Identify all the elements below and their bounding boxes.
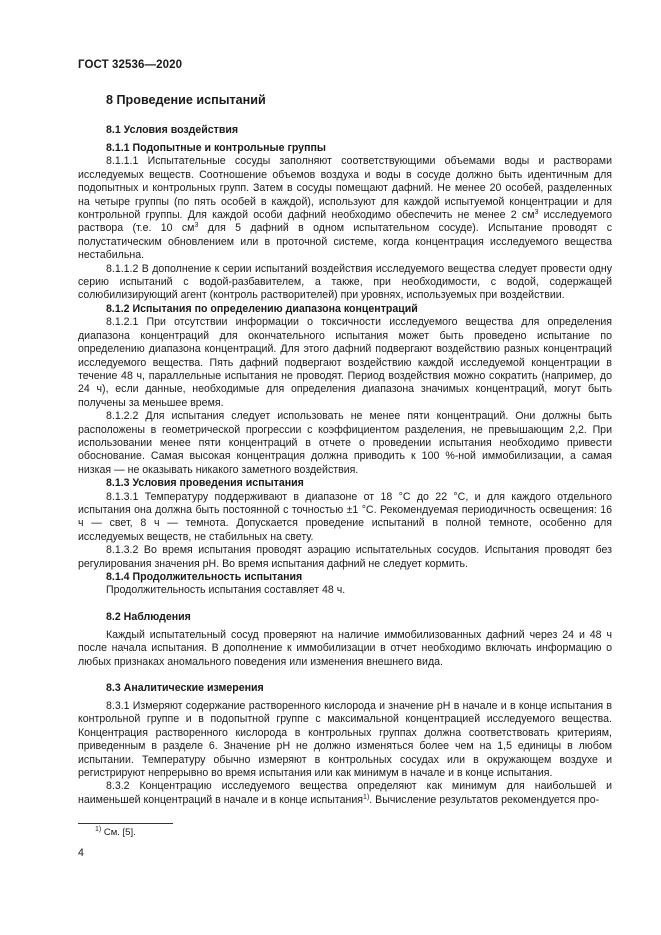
document-body (78, 92, 612, 807)
paragraph-8-1-2-2: 8.1.2.2 Для испытания следует использовать не менее пяти концентраций. Они должны быть расположены в геометрической прогрессии с коэффициентом разделения, не превышающим 2,2. При использовании менее пяти концентраций в отчете о проведении испытания необходимо привести обоснование. Самая высокая концентрация должна приводить к 100 %-ной иммобилизации, а самая низкая — не оказывать никакого заметного воздействия. (78, 410, 612, 476)
paragraph-8-1-3-2: 8.1.3.2 Во время испытания проводят аэрацию испытательных сосудов. Испытания проводят без регулирования значения pH. Во время испытания дафний не следует кормить. (78, 544, 612, 570)
paragraph-8-1-2-1: 8.1.2.1 При отсутствии информации о токсичности исследуемого вещества для определения диапазона концентраций для окончательного испытания может быть проведено испытание по определению диапазона концентраций. Для этого дафний подвергают воздействию разных концентраций исследуемого вещества. Пять дафний подвергают воздействию каждой исследуемой концентрации в течение 48 ч, параллельные испытания не проводят. Период воздействия можно сократить (например, до 24 ч), если данные, необходимые для определения диапазона значимых концентраций, могут быть получены за меньшее время. (78, 316, 612, 409)
footnote-separator (78, 823, 173, 824)
clause-title-8-1-4: 8.1.4 Продолжительность испытания (106, 571, 303, 583)
subsection-title-8-3: 8.3 Аналитические измерения (106, 682, 264, 695)
paragraph-8-1-1-2: 8.1.1.2 В дополнение к серии испытаний воздействия исследуемого вещества следует провести одну серию испытаний с водой-разбавителем, а также, при необходимости, с водой, содержащей солюбилизирующий агент (контроль растворителей) при уровнях, используемых при воздействии. (78, 262, 612, 302)
standard-header: ГОСТ 32536—2020 (78, 59, 183, 71)
paragraph-8-1-3-1: 8.1.3.1 Температуру поддерживают в диапазоне от 18 °С до 22 °С, и для каждого отдельного испытания она должна быть постоянной с точностью ±1 °С. Рекомендуемая периодичность освещения: 16 ч — свет, 8 ч — темнота. Допускается проведение испытаний в полной темноте, особенно для исследуемых веществ, не стабильных на свету. (78, 490, 612, 543)
clause-title-8-1-2: 8.1.2 Испытания по определению диапазона концентраций (106, 302, 418, 315)
footnote: $^{1)}$ См. [5]. (95, 826, 136, 838)
paragraph-8-3-2: 8.3.2 Концентрацию исследуемого вещества определяют как минимум для наибольшей и наименьшей концентраций в начале и в конце испытания$^{1)}$. Вычисление результатов рекомендуется про- (78, 780, 612, 806)
paragraph-8-1-1-1: 8.1.1.1 Испытательные сосуды заполняют соответствующими объемами воды и растворами исследуемых веществ. Соотношение объемов воздуха и воды в сосуде должно быть идентичным для подопытных и контрольных групп. Затем в сосуды помещают дафний. Не менее 20 особей, разделенных на четыре группы (по пять особей в каждой), используют для каждой испытуемой концентрации и для контрольной группы. Для каждой особи дафний необходимо обеспечить не менее 2 $см^3$ исследуемого раствора (т.е. 10 $см^3$ для 5 дафний в одном испытательном сосуде). Испытание проводят с полустатическим обновлением или в проточной системе, когда концентрация исследуемого вещества нестабильна. (78, 155, 612, 262)
subsection-title-8-2: 8.2 Наблюдения (106, 610, 191, 623)
subsection-title-8-1: 8.1 Условия воздействия (106, 124, 239, 136)
paragraph-8-3-1: 8.3.1 Измеряют содержание растворенного кислорода и значение pH в начале и в конце испытания в контрольной группе и в подопытной группе с максимальной концентрацией исследуемого вещества. Концентрация растворенного кислорода в контрольных группах должна соответствовать критериям, приведенным в разделе 6. Значение pH не должно изменяться более чем на 1,5 единицы в любом испытании. Температуру обычно измеряют в контрольных сосудах или в окружающем воздухе и регистрируют непрерывно во время испытания или как минимум в начале и в конце испытания. (78, 700, 612, 780)
clause-title-8-1-1: 8.1.1 Подопытные и контрольные группы (106, 142, 326, 154)
paragraph-8-1-4: Продолжительность испытания составляет 48 ч. (106, 584, 346, 597)
page-number: 4 (78, 847, 84, 859)
clause-title-8-1-3: 8.1.3 Условия проведения испытания (106, 477, 304, 490)
paragraph-8-2: Каждый испытательный сосуд проверяют на наличие иммобилизованных дафний через 24 и 48 ч после начала испытания. В дополнение к иммобилизации в отчет необходимо включать информацию о любых признаках аномального поведения или изменения внешнего вида. (78, 628, 612, 668)
section-title: 8 Проведение испытаний (106, 93, 266, 107)
